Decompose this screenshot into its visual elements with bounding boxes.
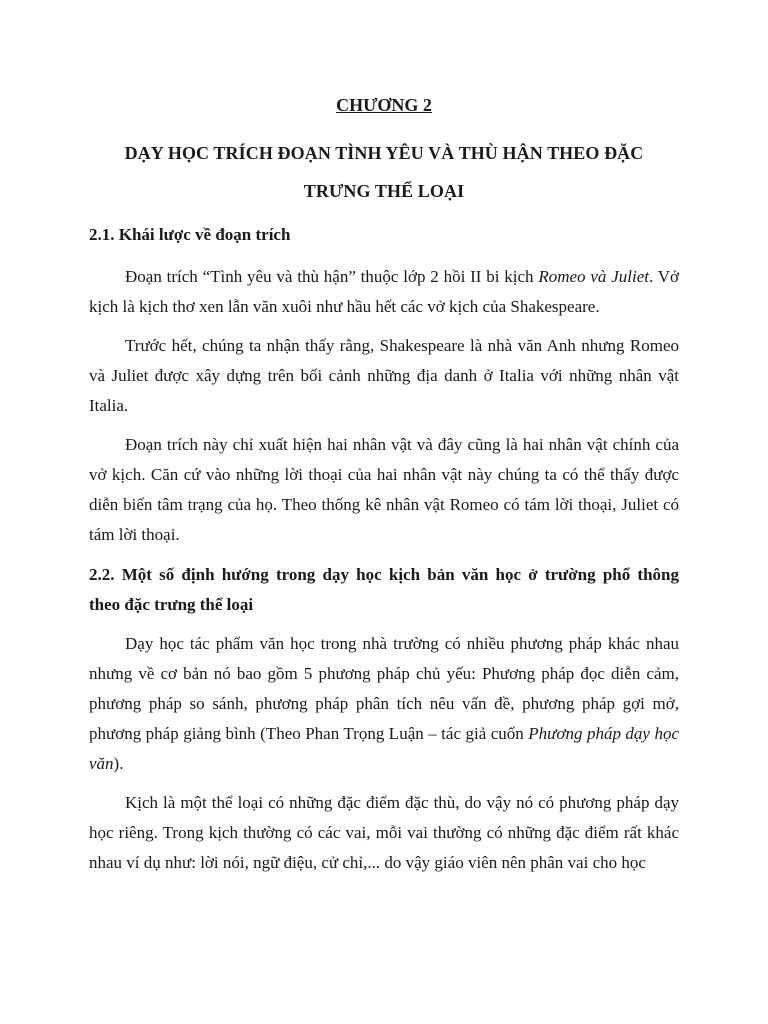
paragraph-4 [89,629,679,779]
paragraph-1-after: . Vở kịch là kịch thơ xen lẫn văn xuôi như hầu hết các vở kịch của Shakespeare. [89,267,679,316]
section-heading-2-2-line2: theo đặc trưng thể loại [89,595,254,614]
paragraph-4-text: Dạy học tác phẩm văn học trong nhà trường có nhiều phương pháp khác nhau nhưng về cơ bản nó bao gồm 5 phương pháp chủ yếu: Phương pháp đọc diễn cảm, phương pháp so sánh, phương pháp phân tích nêu vấn đề, phương pháp gợi mở, phương pháp giảng bình (Theo Phan Trọng Luận – tác giả cuốn [89,634,679,743]
section-heading-2-1: 2.1. Khái lược về đoạn trích [89,225,291,244]
chapter-title-line2: TRƯNG THỂ LOẠI [303,181,465,201]
paragraph-5: Kịch là một thể loại có những đặc điểm đặc thù, do vậy nó có phương pháp dạy học riêng. Trong kịch thường có các vai, mỗi vai thường có những đặc điểm rất khác nhau ví dụ như: lời nói, ngữ điệu, cử chỉ,... do vậy giáo viên nên phân vai cho học [89,793,679,872]
paragraph-4-italic: Phương pháp dạy học văn [89,724,679,773]
paragraph-4-after: ). [113,754,124,773]
section-heading-2-2-line1: 2.2. Một số định hướng trong dạy học kịch bản văn học ở trường phổ thông [89,565,679,584]
paragraph-1 [89,262,679,322]
document-page [89,90,679,878]
chapter-title [89,134,679,210]
section-heading-2-2 [89,560,679,620]
chapter-title-line1: DẠY HỌC TRÍCH ĐOẠN TÌNH YÊU VÀ THÙ HẬN THEO ĐẶC [124,143,644,163]
paragraph-1-text: Đoạn trích “Tình yêu và thù hận” thuộc lớp 2 hồi II bi kịch [125,267,539,286]
chapter-heading: CHƯƠNG 2 [336,95,432,115]
paragraph-2: Trước hết, chúng ta nhận thấy rằng, Shakespeare là nhà văn Anh nhưng Romeo và Juliet được xây dựng trên bối cảnh những địa danh ở Italia với những nhân vật Italia. [89,336,679,415]
paragraph-3: Đoạn trích này chỉ xuất hiện hai nhân vật và đây cũng là hai nhân vật chính của vở kịch. Căn cứ vào những lời thoại của hai nhân vật này chúng ta có thể thấy được diễn biến tâm trạng của họ. Theo thống kê nhân vật Romeo có tám lời thoại, Juliet có tám lời thoại. [89,435,679,544]
paragraph-1-italic: Romeo và Juliet [538,267,649,286]
